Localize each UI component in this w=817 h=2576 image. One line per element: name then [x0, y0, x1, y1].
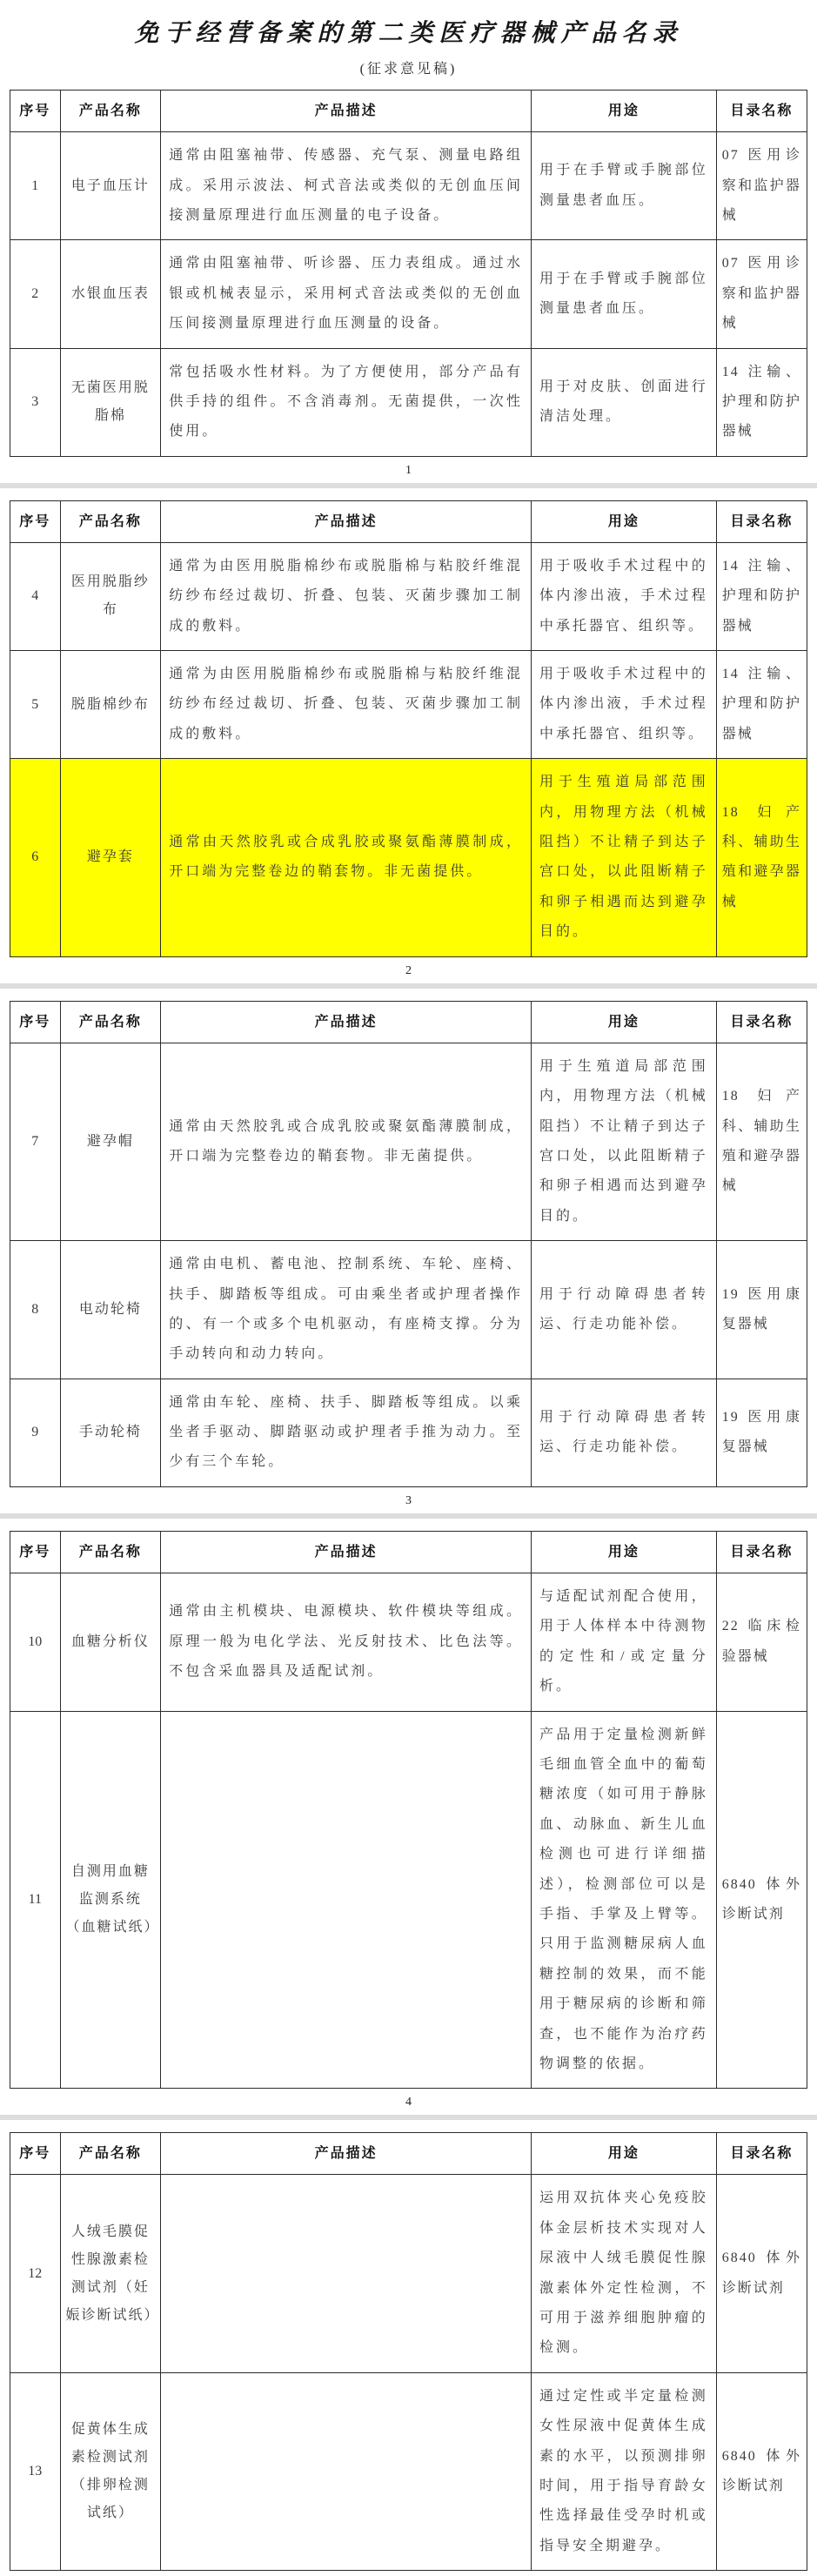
table-row [10, 240, 807, 348]
cell-desc [161, 2372, 532, 2570]
table-row [10, 1573, 807, 1712]
cell-no: 11 [10, 1711, 61, 2089]
table-row [10, 759, 807, 956]
cell-use: 产品用于定量检测新鲜毛细血管全血中的葡萄糖浓度（如可用于静脉血、动脉血、新生儿血检测也可进行详细描述），检测部位可以是手指、手掌及上臂等。只用于监测糖尿病人血糖控制的效果，而不能用于糖尿病的诊断和筛查，也不能作为治疗药物调整的依据。 [531, 1711, 716, 2089]
cell-use: 与适配试剂配合使用，用于人体样本中待测物的定性和/或定量分析。 [531, 1573, 716, 1712]
cell-no: 2 [10, 240, 61, 348]
product-table [10, 1531, 807, 2089]
column-header: 用途 [531, 1001, 716, 1043]
column-header: 序号 [10, 1531, 61, 1573]
column-header: 产品描述 [161, 1001, 532, 1043]
page-number: 1 [405, 463, 412, 477]
cell-catalog: 14 注输、护理和防护器械 [716, 348, 807, 456]
cell-catalog: 6840 体外诊断试剂 [716, 2372, 807, 2570]
product-table [10, 500, 807, 957]
cell-name: 人绒毛膜促性腺激素检测试剂（妊娠诊断试纸） [60, 2175, 161, 2372]
cell-use: 用于行动障碍患者转运、行走功能补偿。 [531, 1241, 716, 1379]
page-separator [0, 483, 817, 488]
cell-name: 血糖分析仪 [60, 1573, 161, 1712]
cell-desc [161, 1711, 532, 2089]
page-separator [0, 1513, 817, 1519]
cell-no: 8 [10, 1241, 61, 1379]
table-head [10, 1531, 807, 1573]
cell-name: 促黄体生成素检测试剂（排卵检测试纸） [60, 2372, 161, 2570]
column-header: 产品名称 [60, 500, 161, 542]
table-row [10, 1711, 807, 2089]
cell-catalog: 6840 体外诊断试剂 [716, 1711, 807, 2089]
cell-use: 用于行动障碍患者转运、行走功能补偿。 [531, 1379, 716, 1486]
table-body [10, 2175, 807, 2571]
column-header: 目录名称 [716, 1001, 807, 1043]
table-body [10, 1573, 807, 2089]
table-header-row [10, 500, 807, 542]
cell-desc: 常包括吸水性材料。为了方便使用，部分产品有供手持的组件。不含消毒剂。无菌提供，一次性使用。 [161, 348, 532, 456]
cell-use: 用于生殖道局部范围内，用物理方法（机械阻挡）不让精子到达子宫口处，以此阻断精子和卵子相遇而达到避孕目的。 [531, 759, 716, 956]
table-row [10, 2175, 807, 2372]
column-header: 产品描述 [161, 2133, 532, 2175]
cell-catalog: 07 医用诊察和监护器械 [716, 132, 807, 240]
cell-name: 脱脂棉纱布 [60, 651, 161, 759]
table-row [10, 1043, 807, 1240]
table-header-row [10, 1531, 807, 1573]
cell-desc: 通常为由医用脱脂棉纱布或脱脂棉与粘胶纤维混纺纱布经过裁切、折叠、包装、灭菌步骤加工制成的敷料。 [161, 651, 532, 759]
table-body [10, 1043, 807, 1486]
cell-name: 电动轮椅 [60, 1241, 161, 1379]
column-header: 产品描述 [161, 1531, 532, 1573]
cell-use: 用于吸收手术过程中的体内渗出液，手术过程中承托器官、组织等。 [531, 542, 716, 650]
table-row [10, 348, 807, 456]
cell-catalog: 19 医用康复器械 [716, 1379, 807, 1486]
cell-desc: 通常由车轮、座椅、扶手、脚踏板等组成。以乘坐者手驱动、脚踏驱动或护理者手推为动力。至少有三个车轮。 [161, 1379, 532, 1486]
cell-no: 6 [10, 759, 61, 956]
column-header: 目录名称 [716, 91, 807, 132]
cell-name: 手动轮椅 [60, 1379, 161, 1486]
cell-desc: 通常由阻塞袖带、听诊器、压力表组成。通过水银或机械表显示，采用柯式音法或类似的无创血压间接测量原理进行血压测量的设备。 [161, 240, 532, 348]
column-header: 产品描述 [161, 500, 532, 542]
cell-no: 13 [10, 2372, 61, 2570]
cell-use: 运用双抗体夹心免疫胶体金层析技术实现对人尿液中人绒毛膜促性腺激素体外定性检测，不可用于滋养细胞肿瘤的检测。 [531, 2175, 716, 2372]
cell-no: 4 [10, 542, 61, 650]
cell-catalog: 19 医用康复器械 [716, 1241, 807, 1379]
cell-name: 避孕套 [60, 759, 161, 956]
cell-use: 通过定性或半定量检测女性尿液中促黄体生成素的水平，以预测排卵时间，用于指导育龄女性选择最佳受孕时机或指导安全期避孕。 [531, 2372, 716, 2570]
document-pages [0, 90, 817, 2571]
cell-catalog: 18 妇产科、辅助生殖和避孕器械 [716, 1043, 807, 1240]
page-number: 3 [405, 1493, 412, 1507]
product-table [10, 1001, 807, 1487]
cell-catalog: 07 医用诊察和监护器械 [716, 240, 807, 348]
product-table [10, 2132, 807, 2571]
table-head [10, 91, 807, 132]
table-row [10, 132, 807, 240]
table-header-row [10, 1001, 807, 1043]
document-title: 免于经营备案的第二类医疗器械产品名录 [134, 20, 683, 47]
cell-catalog: 14 注输、护理和防护器械 [716, 651, 807, 759]
cell-desc: 通常为由医用脱脂棉纱布或脱脂棉与粘胶纤维混纺纱布经过裁切、折叠、包装、灭菌步骤加工制成的敷料。 [161, 542, 532, 650]
column-header: 用途 [531, 91, 716, 132]
column-header: 序号 [10, 1001, 61, 1043]
table-row [10, 1379, 807, 1486]
cell-no: 1 [10, 132, 61, 240]
cell-name: 电子血压计 [60, 132, 161, 240]
cell-desc [161, 2175, 532, 2372]
cell-name: 自测用血糖监测系统（血糖试纸） [60, 1711, 161, 2089]
document-subtitle: (征求意见稿) [359, 62, 458, 77]
cell-no: 10 [10, 1573, 61, 1712]
column-header: 目录名称 [716, 500, 807, 542]
column-header: 产品描述 [161, 91, 532, 132]
cell-catalog: 22 临床检验器械 [716, 1573, 807, 1712]
table-head [10, 1001, 807, 1043]
column-header: 产品名称 [60, 91, 161, 132]
table-row [10, 651, 807, 759]
table-header-row [10, 91, 807, 132]
page-separator [0, 2115, 817, 2120]
cell-catalog: 6840 体外诊断试剂 [716, 2175, 807, 2372]
cell-no: 9 [10, 1379, 61, 1486]
page-separator [0, 983, 817, 989]
cell-use: 用于对皮肤、创面进行清洁处理。 [531, 348, 716, 456]
column-header: 序号 [10, 500, 61, 542]
cell-catalog: 14 注输、护理和防护器械 [716, 542, 807, 650]
column-header: 产品名称 [60, 1001, 161, 1043]
cell-no: 12 [10, 2175, 61, 2372]
cell-name: 医用脱脂纱布 [60, 542, 161, 650]
cell-catalog: 18 妇产科、辅助生殖和避孕器械 [716, 759, 807, 956]
table-row [10, 1241, 807, 1379]
page-number: 2 [405, 963, 412, 977]
table-header-row [10, 2133, 807, 2175]
table-body [10, 132, 807, 457]
page-number: 4 [405, 2096, 412, 2110]
cell-name: 避孕帽 [60, 1043, 161, 1240]
column-header: 产品名称 [60, 1531, 161, 1573]
column-header: 目录名称 [716, 2133, 807, 2175]
cell-no: 7 [10, 1043, 61, 1240]
cell-desc: 通常由阻塞袖带、传感器、充气泵、测量电路组成。采用示波法、柯式音法或类似的无创血压间接测量原理进行血压测量的电子设备。 [161, 132, 532, 240]
cell-use: 用于生殖道局部范围内，用物理方法（机械阻挡）不让精子到达子宫口处，以此阻断精子和卵子相遇而达到避孕目的。 [531, 1043, 716, 1240]
cell-desc: 通常由电机、蓄电池、控制系统、车轮、座椅、扶手、脚踏板等组成。可由乘坐者或护理者操作的、有一个或多个电机驱动，有座椅支撑。分为手动转向和动力转向。 [161, 1241, 532, 1379]
table-row [10, 542, 807, 650]
cell-desc: 通常由天然胶乳或合成乳胶或聚氨酯薄膜制成，开口端为完整卷边的鞘套物。非无菌提供。 [161, 759, 532, 956]
column-header: 用途 [531, 1531, 716, 1573]
column-header: 用途 [531, 500, 716, 542]
column-header: 产品名称 [60, 2133, 161, 2175]
document [0, 14, 817, 2571]
column-header: 用途 [531, 2133, 716, 2175]
cell-use: 用于吸收手术过程中的体内渗出液，手术过程中承托器官、组织等。 [531, 651, 716, 759]
column-header: 序号 [10, 2133, 61, 2175]
column-header: 序号 [10, 91, 61, 132]
table-body [10, 542, 807, 956]
product-table [10, 90, 807, 457]
table-head [10, 2133, 807, 2175]
table-row [10, 2372, 807, 2570]
cell-name: 无菌医用脱脂棉 [60, 348, 161, 456]
cell-no: 3 [10, 348, 61, 456]
cell-use: 用于在手臂或手腕部位测量患者血压。 [531, 132, 716, 240]
cell-no: 5 [10, 651, 61, 759]
cell-desc: 通常由天然胶乳或合成乳胶或聚氨酯薄膜制成，开口端为完整卷边的鞘套物。非无菌提供。 [161, 1043, 532, 1240]
cell-name: 水银血压表 [60, 240, 161, 348]
column-header: 目录名称 [716, 1531, 807, 1573]
table-head [10, 500, 807, 542]
cell-use: 用于在手臂或手腕部位测量患者血压。 [531, 240, 716, 348]
cell-desc: 通常由主机模块、电源模块、软件模块等组成。原理一般为电化学法、光反射技术、比色法等。不包含采血器具及适配试剂。 [161, 1573, 532, 1712]
